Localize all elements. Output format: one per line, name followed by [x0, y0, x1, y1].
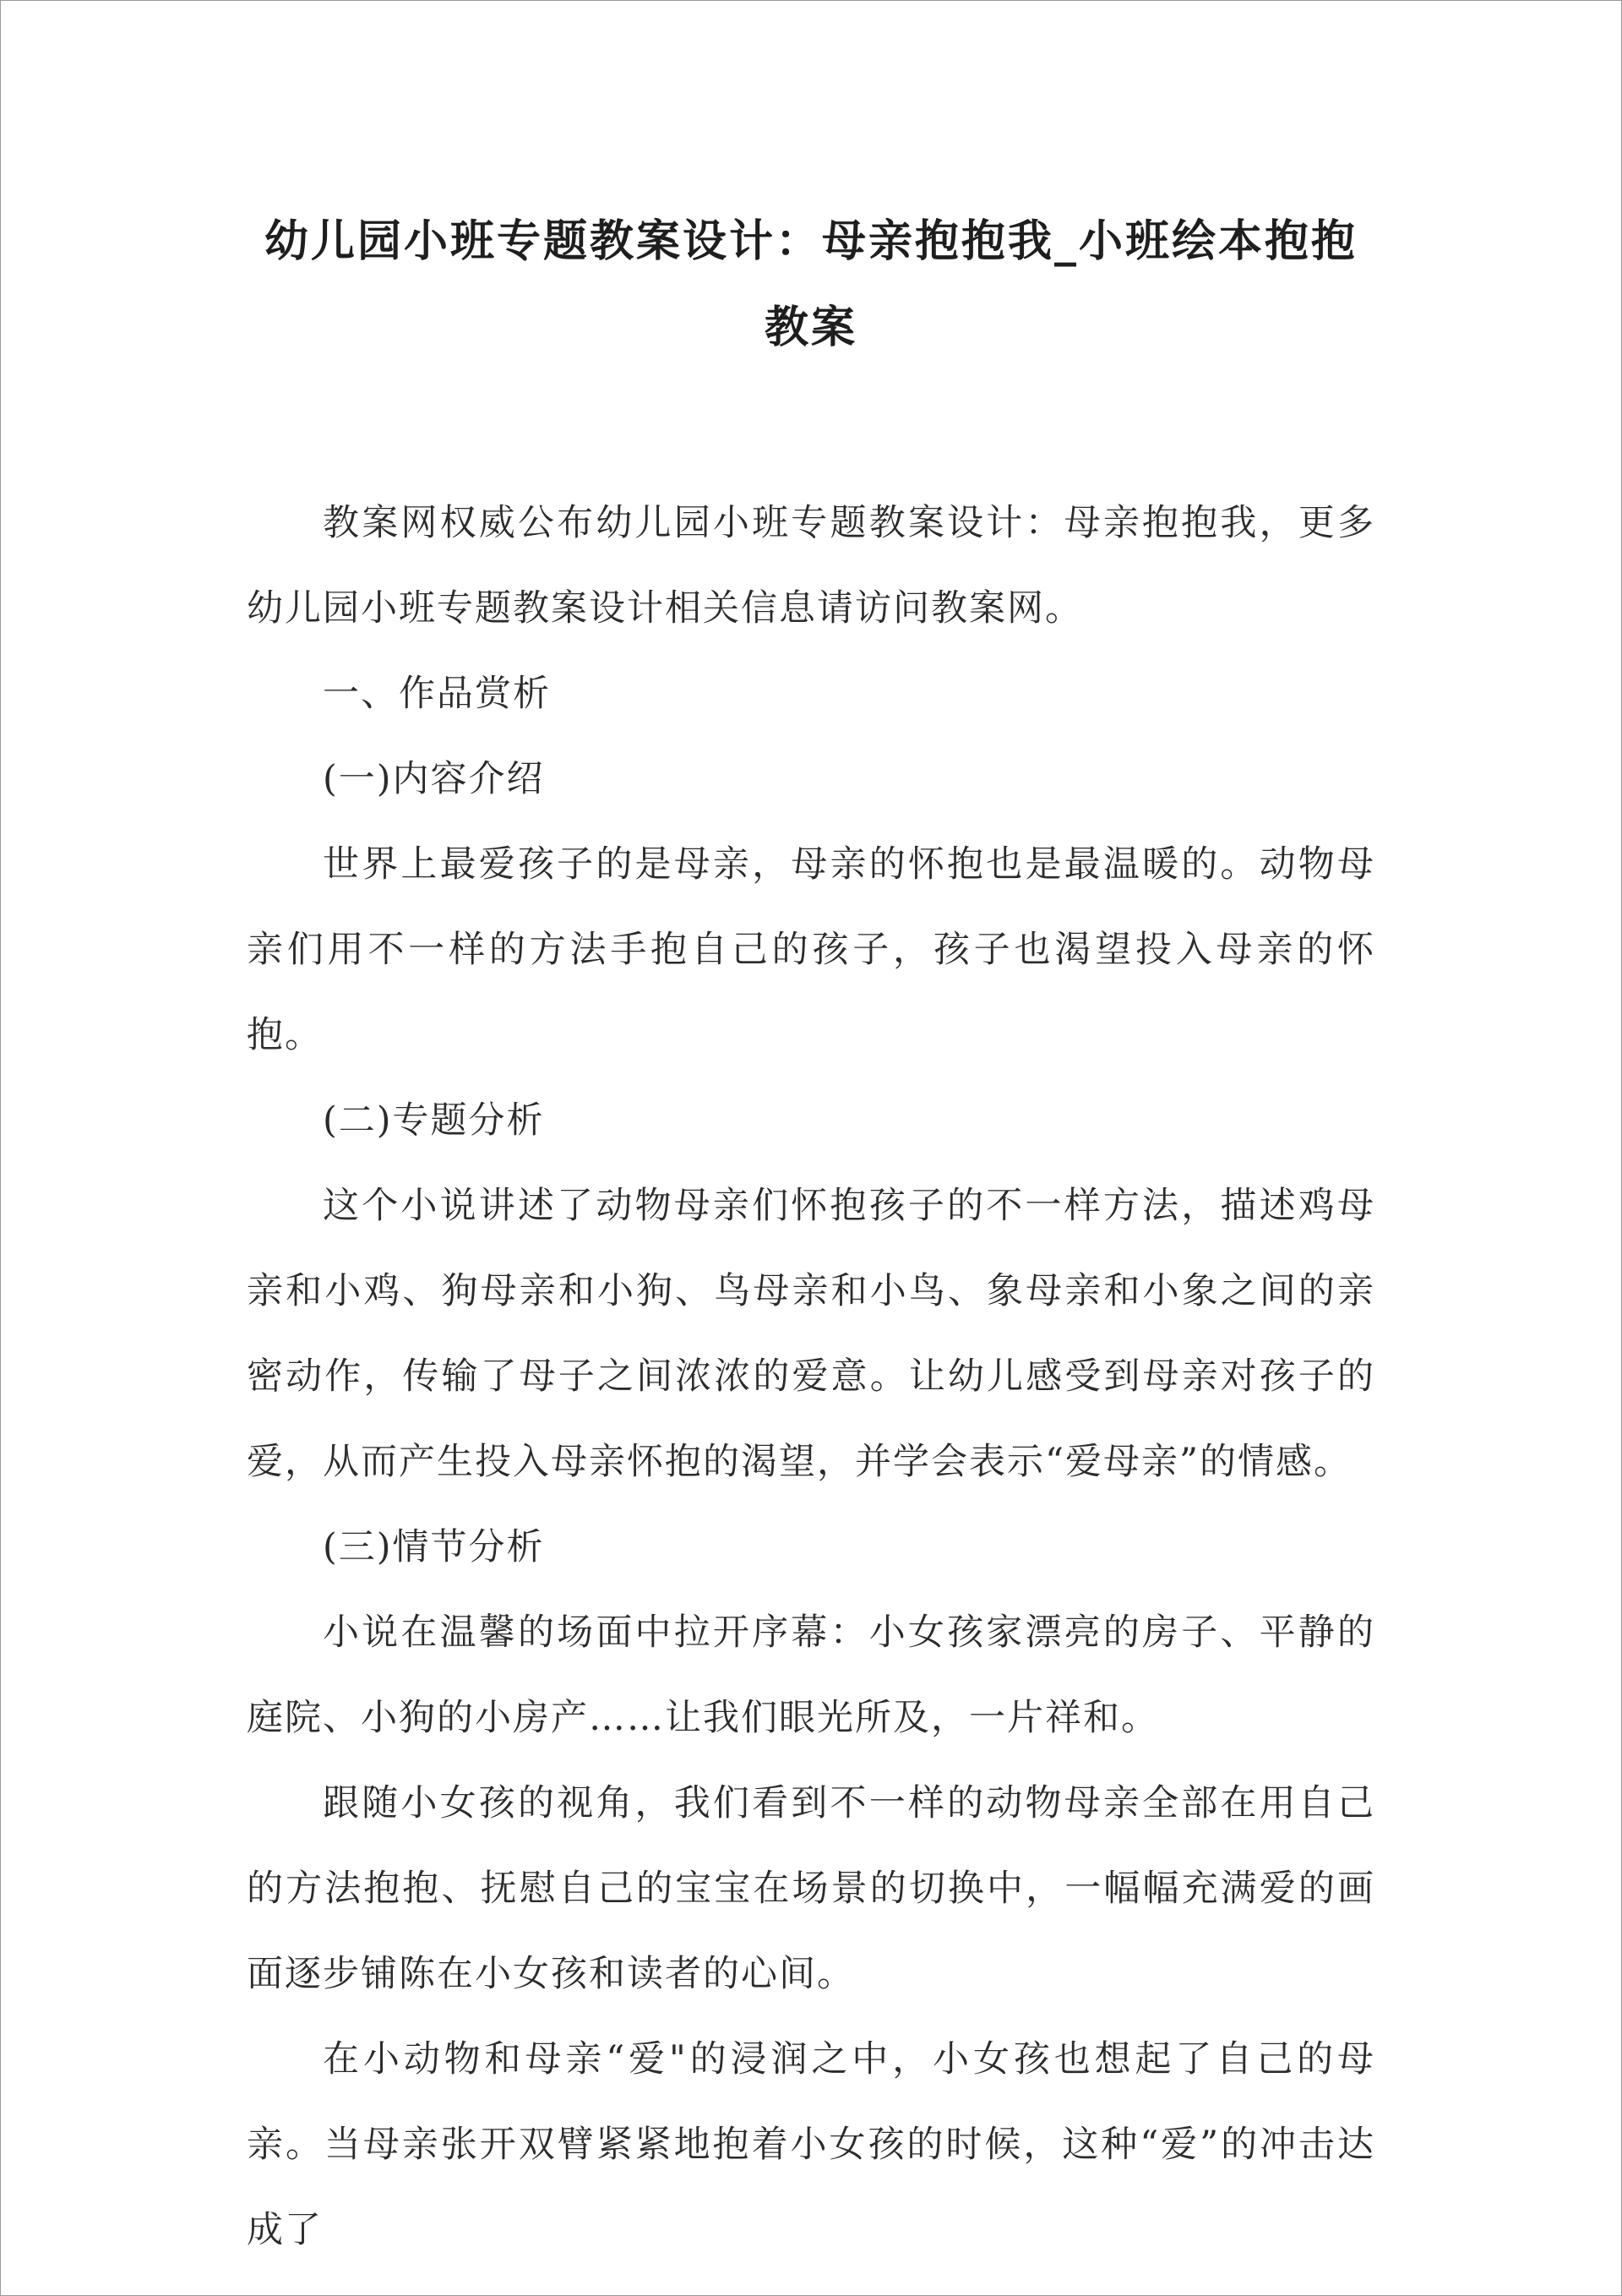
plot-analysis-paragraph-3: 在小动物和母亲“爱"的浸润之中，小女孩也想起了自己的母亲。当母亲张开双臂紧紧地抱着小女孩的时候，这种“爱”的冲击达成了 — [247, 2038, 1375, 2251]
content-intro-paragraph: 世界上最爱孩子的是母亲，母亲的怀抱也是最温暖的。动物母亲们用不一样的方法手抱自己的孩子，孩子也渴望投入母亲的怀抱。 — [247, 843, 1375, 1056]
plot-analysis-paragraph-2: 跟随小女孩的视角，我们看到不一样的动物母亲全部在用自己的方法抱抱、抚慰自己的宝宝在场景的切换中，一幅幅充满爱的画面逐步铺陈在小女孩和读者的心间。 — [247, 1782, 1375, 1995]
plot-analysis-paragraph-1: 小说在温馨的场面中拉开序幕：小女孩家漂亮的房子、平静的庭院、小狗的小房产……让我们眼光所及，一片祥和。 — [247, 1612, 1375, 1739]
intro-paragraph: 教案网权威公布幼儿园小班专题教案设计：母亲抱抱我，更多幼儿园小班专题教案设计相关信息请访问教案网。 — [247, 502, 1375, 630]
document-body — [247, 481, 1375, 2273]
subheading-content-intro: (一)内容介绍 — [323, 758, 545, 800]
section-heading-appreciation: 一、作品赏析 — [323, 673, 551, 715]
document-title: 幼儿园小班专题教案设计：母亲抱抱我_小班绘本抱抱教案 — [264, 215, 1358, 353]
subheading-plot-analysis: (三)情节分析 — [323, 1526, 545, 1568]
document-page — [247, 199, 1375, 2273]
topic-analysis-paragraph: 这个小说讲述了动物母亲们怀抱孩子的不一样方法，描述鸡母亲和小鸡、狗母亲和小狗、鸟母亲和小鸟、象母亲和小象之间的亲密动作，传输了母子之间浓浓的爱意。让幼儿感受到母亲对孩子的爱，从而产生投入母亲怀抱的渴望，并学会表示“爱母亲”的情感。 — [247, 1185, 1375, 1483]
subheading-topic-analysis: (二)专题分析 — [323, 1099, 545, 1142]
